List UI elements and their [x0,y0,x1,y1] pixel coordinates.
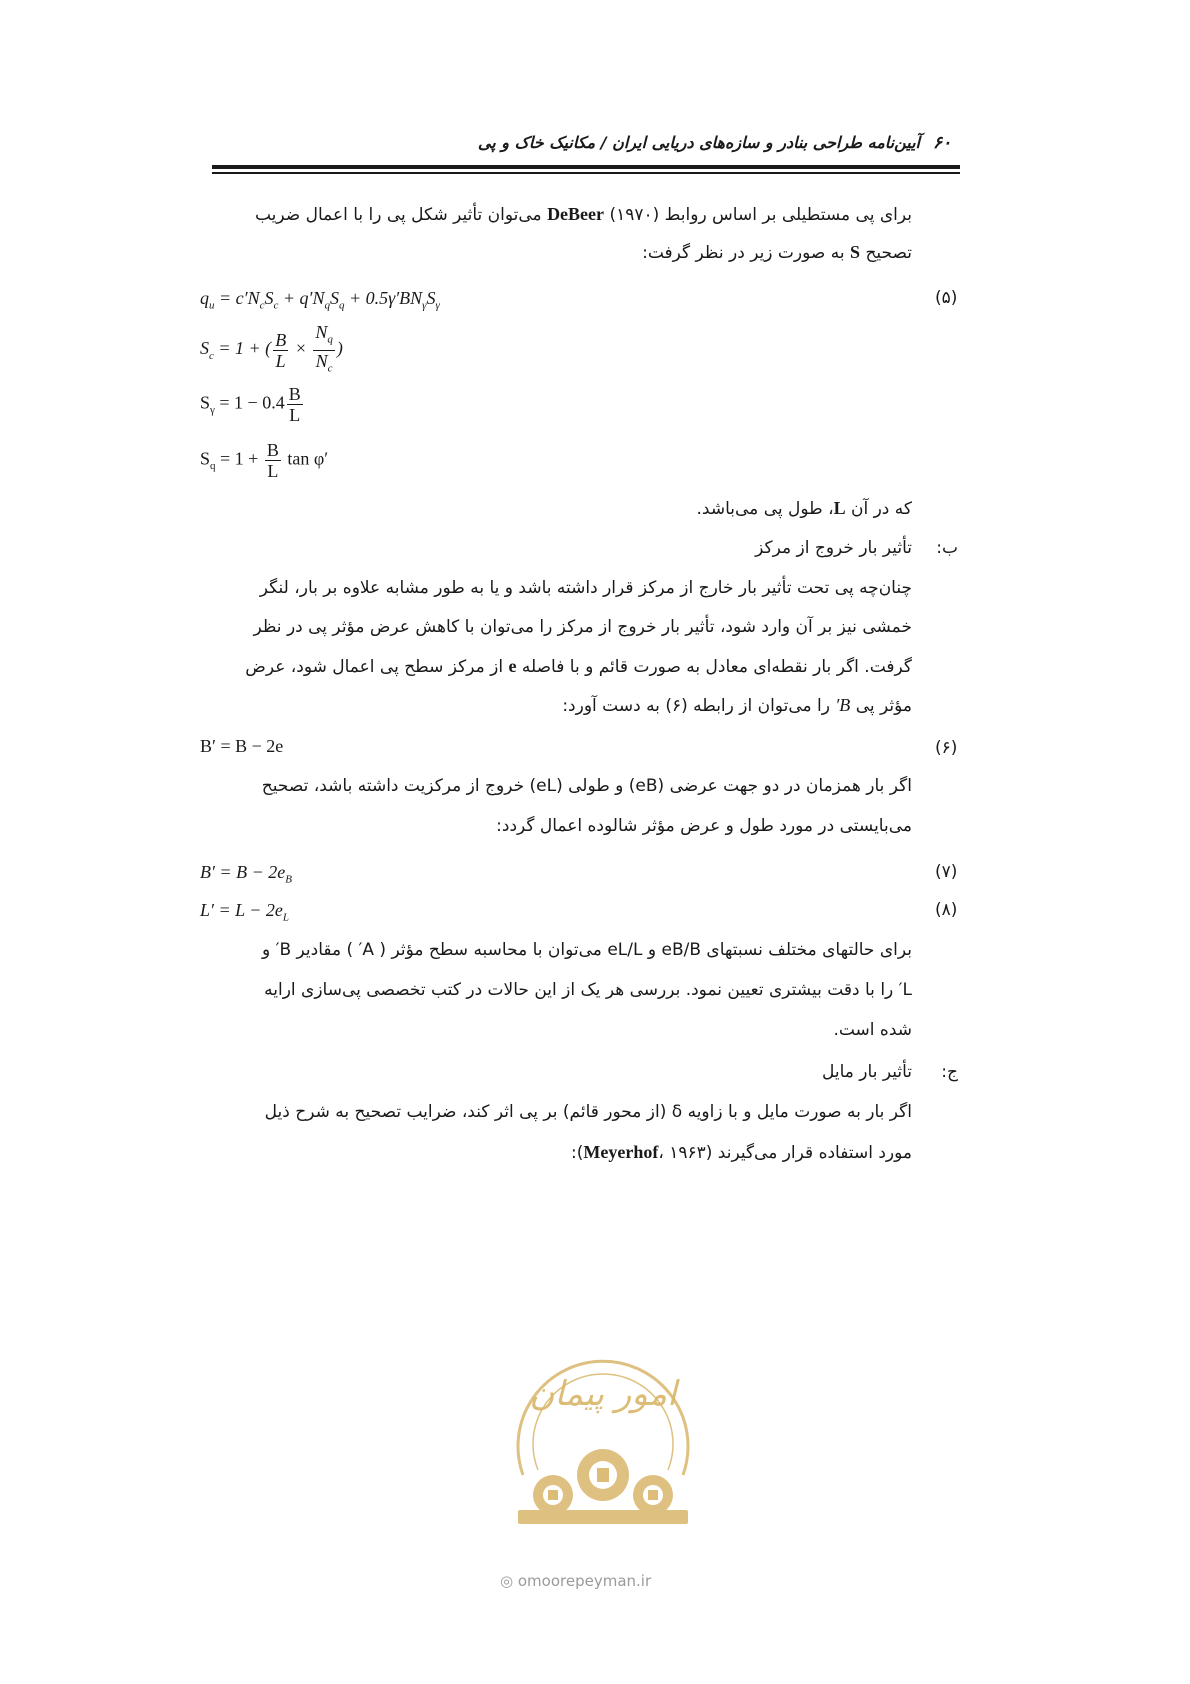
equation-effective-width: B′ = B − 2e [200,736,284,756]
header-rule-thin [212,172,960,174]
header-rule-thick [212,165,960,169]
section-b-line-4: مؤثر پی B′ را می‌توان از رابطه (۶) به دست آورد: [562,695,912,716]
length-note: که در آن L، طول پی می‌باشد. [696,498,912,519]
equation-shape-factor-c: $S_c = 1$ + ( $\frac{B}{L}$ × $\frac{N_q}{N_c}$ ) [200,322,343,375]
equation-shape-factor-q: $S_q = 1$ + $\frac{B}{L}$ tan φ′ [200,440,329,481]
intro-line-2: تصحیح S به صورت زیر در نظر گرفت: [642,242,912,263]
svg-text:امور پیمان: امور پیمان [529,1374,677,1414]
running-header-title: آیین‌نامه طراحی بنادر و سازه‌های دریایی ایران / مکانیک خاک و پی [477,133,920,152]
section-c-heading: تأثیر بار مایل [822,1062,912,1082]
equation-number-5: (۵) [935,288,958,308]
watermark-seal-logo [493,1325,713,1545]
equation-effective-width-b: $B' = B - 2e_B$ [200,862,292,886]
cases-line-1: برای حالتهای مختلف نسبتهای eB/B و eL/L می‌توان با محاسبه سطح مؤثر ( A′ ) مقادیر B′ و [261,940,912,960]
intro-line-1: برای پی مستطیلی بر اساس روابط DeBeer (۱۹۷۰) می‌توان تأثیر شکل پی را با اعمال ضریب [254,204,912,225]
both-directions-line-1: اگر بار همزمان در دو جهت عرضی (eB) و طولی (eL) خروج از مرکزیت داشته باشد، تصحیح [261,776,912,796]
section-c-marker: ج: [941,1062,958,1082]
both-directions-line-2: می‌بایستی در مورد طول و عرض مؤثر شالوده اعمال گردد: [496,816,912,836]
equation-number-8: (۸) [935,900,958,920]
page-number: ۶۰ [933,133,952,153]
equation-effective-length: $L' = L - 2e_L$ [200,900,290,924]
section-b-heading: تأثیر بار خروج از مرکز [755,538,912,558]
equation-number-7: (۷) [935,862,958,882]
watermark-globe-icon: ◎ [500,1572,514,1590]
equation-number-6: (۶) [935,738,958,758]
section-b-marker: ب: [936,538,958,558]
watermark-url: ◎ omoorepeyman.ir [500,1572,652,1590]
section-c-line-1: اگر بار به صورت مایل و با زاویه δ (از محور قائم) بر پی اثر کند، ضرایب تصحیح به شرح ذیل [264,1102,912,1122]
section-b-line-2: خمشی نیز بر آن وارد شود، تأثیر بار خروج از مرکز را می‌توان با کاهش عرض مؤثر پی در نظر [253,617,912,637]
section-c-line-2: مورد استفاده قرار می‌گیرند (Meyerhof، ۱۹۶۳): [570,1142,912,1163]
equation-shape-factor-gamma: $S_\gamma = 1 - 0.4$ $\frac{B}{L}$ [200,384,301,425]
equation-bearing-capacity: $q_u = c'N_cS_c + q'N_qS_q + 0.5\gamma'BN_\gamma S_\gamma$ [200,288,440,312]
section-b-line-1: چنان‌چه پی تحت تأثیر بار خارج از مرکز قرار داشته باشد و یا به طور مشابه علاوه بر بار، لنگر [259,578,912,598]
cases-line-2: L′ را با دقت بیشتری تعیین نمود. بررسی هر یک از این حالات در کتب تخصصی پی‌سازی ارایه [264,980,912,1000]
cases-line-3: شده است. [833,1020,912,1040]
section-b-line-3: گرفت. اگر بار نقطه‌ای معادل به صورت قائم و با فاصله e از مرکز سطح پی اعمال شود، عرض [245,656,912,677]
